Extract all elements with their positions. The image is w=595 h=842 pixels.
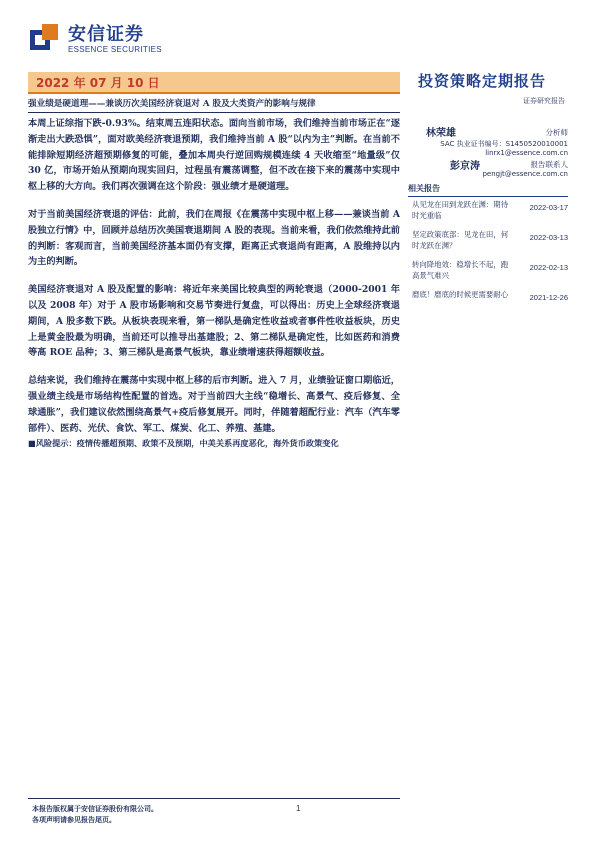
date-bar: [28, 72, 400, 94]
report-body: [28, 116, 400, 450]
risk-warning: ■风险提示：疫情传播超预期、政策不及预期，中美关系再度恶化，海外货币政策变化: [28, 438, 339, 449]
related-report-date: 2022-03-13: [529, 233, 568, 242]
footer-line: 各项声明请参见报告尾页。: [32, 815, 116, 824]
report-type: 投资策略定期报告: [418, 72, 547, 90]
related-reports-list: [408, 198, 568, 318]
footer-divider: [28, 798, 400, 799]
contact-name: 彭京涛: [450, 161, 480, 172]
related-report-item[interactable]: [408, 198, 568, 228]
body-paragraph: 总结来说，我们维持在震荡中实现中枢上移的后市判断。进入 7 月，业绩验证窗口期临近，强业绩主线是市场结构性配置的首选。对于当前四大主线“稳增长、高景气、疫后修复、全球通胀”，我们建议依然围绕高景气+疫后修复展开。同时，伴随着超配行业：汽车（汽车零部件）、医药、光伏、食饮、军工、煤炭、化工、养殖、基建。: [28, 375, 400, 434]
page-number: 1: [296, 804, 301, 813]
related-report-item[interactable]: [408, 288, 568, 318]
footer-disclaimer: [32, 803, 158, 825]
footer-line: 本报告版权属于安信证券股份有限公司。: [32, 804, 158, 813]
related-reports-title: 相关报告: [408, 183, 568, 197]
related-report-title[interactable]: 磨底！磨底的时候更需要耐心: [412, 290, 509, 299]
body-paragraph: 对于当前美国经济衰退的评估：此前，我们在周报《在震荡中实现中枢上移——兼谈当前 A 股独立行情》中，回顾并总结历次美国衰退期间 A 股的表现。当前来看，我们依然维持此前的判断：客观而言，当前美国经济基本面仍有支撑，距离正式衰退尚有距离，A 股维持以内为主的判断。: [28, 208, 400, 268]
related-report-item[interactable]: [408, 228, 568, 258]
report-date: 2022 年 07 月 10 日: [36, 76, 160, 90]
contact-card: [408, 157, 568, 181]
related-report-item[interactable]: [408, 258, 568, 288]
body-paragraph: 美国经济衰退对 A 股及配置的影响：将近年来美国比较典型的两轮衰退（2000-2001 年以及 2008 年）对于 A 股市场影响和交易节奏进行复盘，可以得出：历史上全球经济衰退期间，A 股多数下跌。从板块表现来看，第一梯队是确定性收益或者事件性收益板块，历史上是黄金股最为明确，当前还可以推导出基建股；2、第二梯队是确定性，比如医药和消费等高 ROE 品种；3、第三梯队是高景气板块，靠业绩增速获得超额收益。: [28, 284, 400, 359]
brand-name-en: ESSENCE SECURITIES: [68, 44, 162, 54]
report-subtitle: 强业绩是硬道理——兼谈历次美国经济衰退对 A 股及大类资产的影响与规律: [28, 97, 400, 113]
related-report-title[interactable]: 坚定政策底部：见龙在田，何时龙跃在渊？: [412, 230, 509, 250]
related-report-date: 2021-12-26: [529, 293, 568, 302]
brand-name-cn: 安信证券: [68, 23, 144, 45]
logo-icon: [30, 24, 60, 54]
related-report-title[interactable]: 从见龙在田到龙跃在渊：期待时光重临: [412, 200, 509, 220]
analyst-cert: SAC 执业证书编号：S1450520010001: [440, 140, 568, 148]
analyst-email[interactable]: linrx1@essence.com.cn: [485, 149, 568, 157]
related-report-title[interactable]: 转向降地效：稳增长不起，跑高景气难兴: [412, 260, 509, 280]
related-report-date: 2022-02-13: [529, 263, 568, 272]
analyst-name: 林荣雄: [426, 128, 456, 139]
analyst-role: 分析师: [545, 128, 568, 137]
contact-role: 报告联系人: [530, 160, 568, 169]
contact-email[interactable]: pengjt@essence.com.cn: [482, 170, 568, 178]
related-report-date: 2022-03-17: [529, 203, 568, 212]
brand-logo: [30, 24, 162, 54]
report-subtype: 证券研究报告: [523, 97, 565, 105]
body-paragraph: 本周上证综指下跌-0.93%。结束周五连阳状态。面向当前市场，我们维持当前市场正在“逐渐走出大跌恐惧”，面对欧美经济衰退预期，我们维持当前 A 股“以内为主”判断。在当前不能排除短期经济超预期修复的可能，叠加本周央行逆回购规模连续 4 天收缩至“地量级”仅 30 亿，市场开始从预期向现实回归，过程虽有震荡调整，但不改在接下来的震荡中实现中枢上移的大方向。我们再次强调在这个阶段：强业绩才是硬道理。: [28, 118, 400, 193]
